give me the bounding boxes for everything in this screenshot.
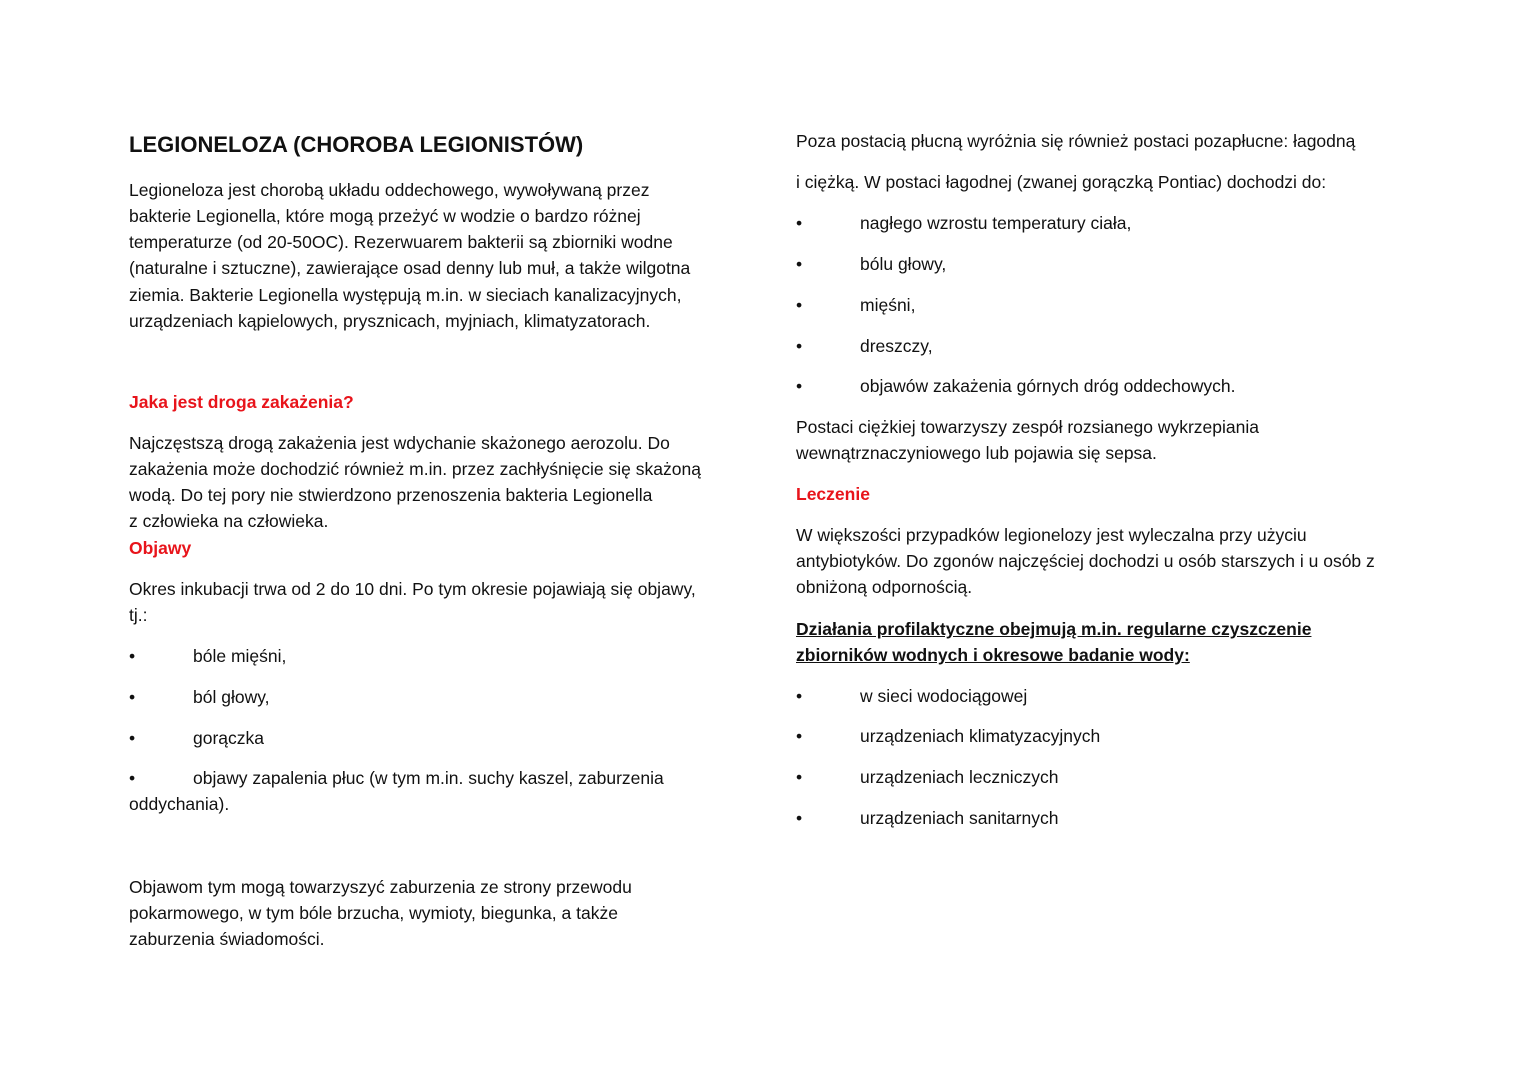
mild-item-text: objawów zakażenia górnych dróg oddechowych. [860,376,1236,396]
outro-line: Objawom tym mogą towarzyszyć zaburzenia ze strony przewodu [129,877,632,897]
bullet-icon: • [129,768,136,788]
prevention-item-text: urządzeniach klimatyzacyjnych [860,726,1101,746]
symptom-continuation: oddychania). [129,794,230,814]
symptoms-heading: Objawy [129,538,192,558]
infection-line: Najczęstszą drogą zakażenia jest wdychanie skażonego aerozolu. Do [129,433,670,453]
mild-item-text: bólu głowy, [860,254,947,274]
intro-line: temperaturze (od 20-50OC). Rezerwuarem bakterii są zbiorniki wodne [129,232,673,252]
bullet-icon: • [796,336,803,356]
symptoms-intro-line: tj.: [129,605,148,625]
bullet-icon: • [129,646,136,666]
treatment-line: obniżoną odpornością. [796,577,973,597]
document-title: LEGIONELOZA (CHOROBA LEGIONISTÓW) [129,132,584,157]
bullet-icon: • [796,808,803,828]
symptom-text: bóle mięśni, [193,646,287,666]
bullet-icon: • [129,728,136,748]
infection-line: wodą. Do tej pory nie stwierdzono przenoszenia bakteria Legionella [129,485,653,505]
bullet-icon: • [129,687,136,707]
infection-heading: Jaka jest droga zakażenia? [129,392,354,412]
bullet-icon: • [796,254,803,274]
prevention-item-text: urządzeniach leczniczych [860,767,1059,787]
intro-line: (naturalne i sztuczne), zawierające osad denny lub muł, a także wilgotna [129,258,691,278]
mild-item-text: mięśni, [860,295,916,315]
mild-item-text: dreszczy, [860,336,933,356]
bullet-icon: • [796,686,803,706]
outro-line: pokarmowego, w tym bóle brzucha, wymioty, biegunka, a także [129,903,618,923]
prevention-item-text: urządzeniach sanitarnych [860,808,1059,828]
prevention-heading-line: Działania profilaktyczne obejmują m.in. regularne czyszczenie [796,619,1312,639]
treatment-line: antybiotyków. Do zgonów najczęściej dochodzi u osób starszych i u osób z [796,551,1375,571]
bullet-icon: • [796,295,803,315]
symptom-text: ból głowy, [193,687,270,707]
symptom-text: objawy zapalenia płuc (w tym m.in. suchy kaszel, zaburzenia [193,768,664,788]
intro-line: bakterie Legionella, które mogą przeżyć w wodzie o bardzo różnej [129,206,641,226]
outro-line: zaburzenia świadomości. [129,929,325,949]
intro-line: ziemia. Bakterie Legionella występują m.in. w sieciach kanalizacyjnych, [129,285,682,305]
symptoms-intro-line: Okres inkubacji trwa od 2 do 10 dni. Po tym okresie pojawiają się objawy, [129,579,696,599]
symptom-text: gorączka [193,728,265,748]
treatment-line: W większości przypadków legionelozy jest wyleczalna przy użyciu [796,525,1307,545]
severe-line: wewnątrznaczyniowego lub pojawia się sepsa. [796,443,1157,463]
severe-line: Postaci ciężkiej towarzyszy zespół rozsianego wykrzepiania [796,417,1259,437]
bullet-icon: • [796,213,803,233]
intro-line: Legioneloza jest chorobą układu oddechowego, wywoływaną przez [129,180,650,200]
intro-line: urządzeniach kąpielowych, prysznicach, myjniach, klimatyzatorach. [129,311,651,331]
bullet-icon: • [796,767,803,787]
mild-item-text: nagłego wzrostu temperatury ciała, [860,213,1132,233]
infection-line: zakażenia może dochodzić również m.in. przez zachłyśnięcie się skażoną [129,459,701,479]
treatment-heading: Leczenie [796,484,870,504]
prevention-heading-line: zbiorników wodnych i okresowe badanie wody: [796,645,1190,665]
forms-line: i ciężką. W postaci łagodnej (zwanej gorączką Pontiac) dochodzi do: [796,172,1327,192]
bullet-icon: • [796,726,803,746]
infection-line: z człowieka na człowieka. [129,511,329,531]
forms-line: Poza postacią płucną wyróżnia się również postaci pozapłucne: łagodną [796,131,1356,151]
bullet-icon: • [796,376,803,396]
prevention-item-text: w sieci wodociągowej [860,686,1028,706]
